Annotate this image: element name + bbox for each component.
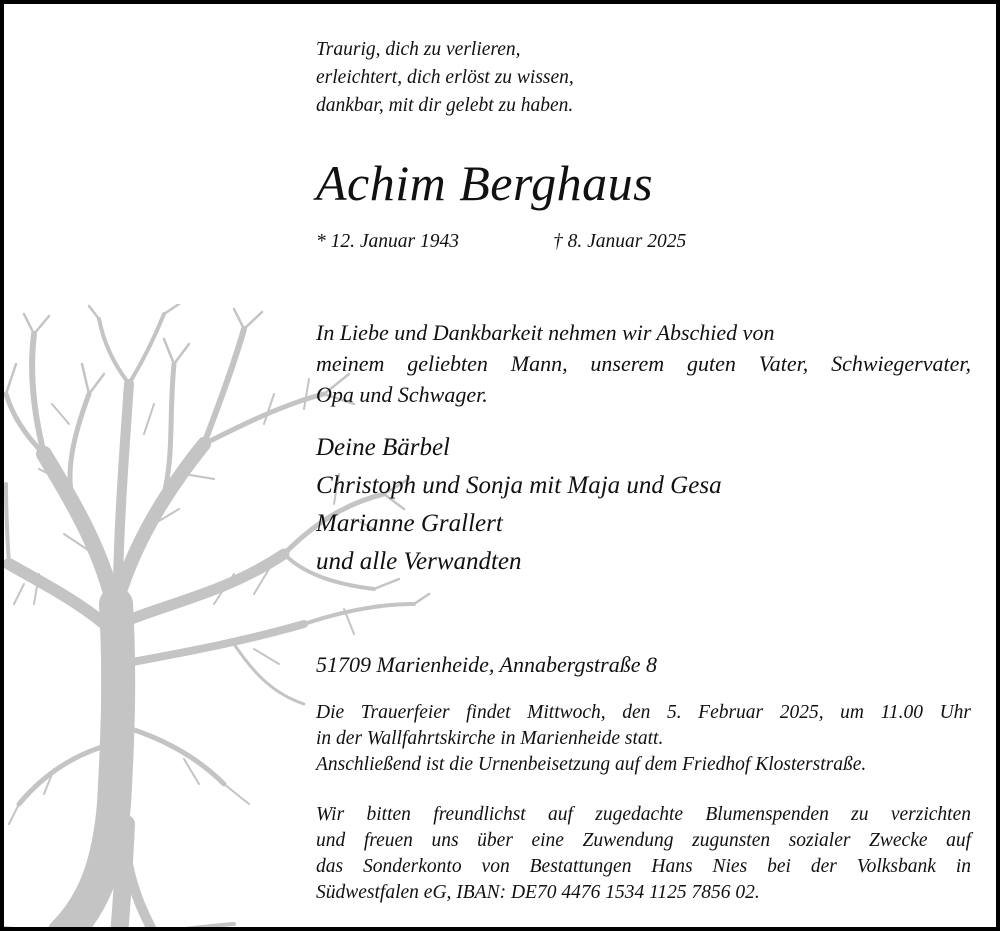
funeral-service-info <box>316 700 971 778</box>
motto-line: Traurig, dich zu verlieren, <box>316 39 521 60</box>
donation-request <box>316 802 971 906</box>
motto-line: dankbar, mit dir gelebt zu haben. <box>316 95 574 116</box>
farewell-line: In Liebe und Dankbarkeit nehmen wir Abschied von <box>316 320 775 345</box>
service-line: in der Wallfahrtskirche in Marienheide statt. <box>316 728 664 749</box>
donation-line: das Sonderkonto von Bestattungen Hans Nies bei der Volksbank in <box>316 856 971 877</box>
farewell-text <box>316 317 971 410</box>
donation-line: Südwestfalen eG, IBAN: DE70 4476 1534 1125 7856 02. <box>316 882 760 903</box>
farewell-line: Opa und Schwager. <box>316 382 488 407</box>
mourner-entry: Marianne Grallert <box>316 510 503 537</box>
death-date: † 8. Januar 2025 <box>553 231 687 252</box>
family-address: 51709 Marienheide, Annabergstraße 8 <box>316 652 657 677</box>
mourners-list <box>316 429 722 581</box>
mourner-entry: und alle Verwandten <box>316 548 522 575</box>
service-line: Die Trauerfeier findet Mittwoch, den 5. Februar 2025, um 11.00 Uhr <box>316 702 971 723</box>
donation-line: Wir bitten freundlichst auf zugedachte Blumenspenden zu verzichten <box>316 804 971 825</box>
life-dates <box>316 231 736 253</box>
motto-line: erleichtert, dich erlöst zu wissen, <box>316 67 574 88</box>
service-line: Anschließend ist die Urnenbeisetzung auf dem Friedhof Klosterstraße. <box>316 754 867 775</box>
birth-date: * 12. Januar 1943 <box>316 231 459 252</box>
mourner-entry: Deine Bärbel <box>316 434 450 461</box>
farewell-line: meinem geliebten Mann, unserem guten Vater, Schwiegervater, <box>316 351 971 376</box>
deceased-name: Achim Berghaus <box>316 155 654 211</box>
donation-line: und freuen uns über eine Zuwendung zugunsten sozialer Zwecke auf <box>316 830 971 851</box>
mourner-entry: Christoph und Sonja mit Maja und Gesa <box>316 472 722 499</box>
motto-verse <box>316 36 574 120</box>
